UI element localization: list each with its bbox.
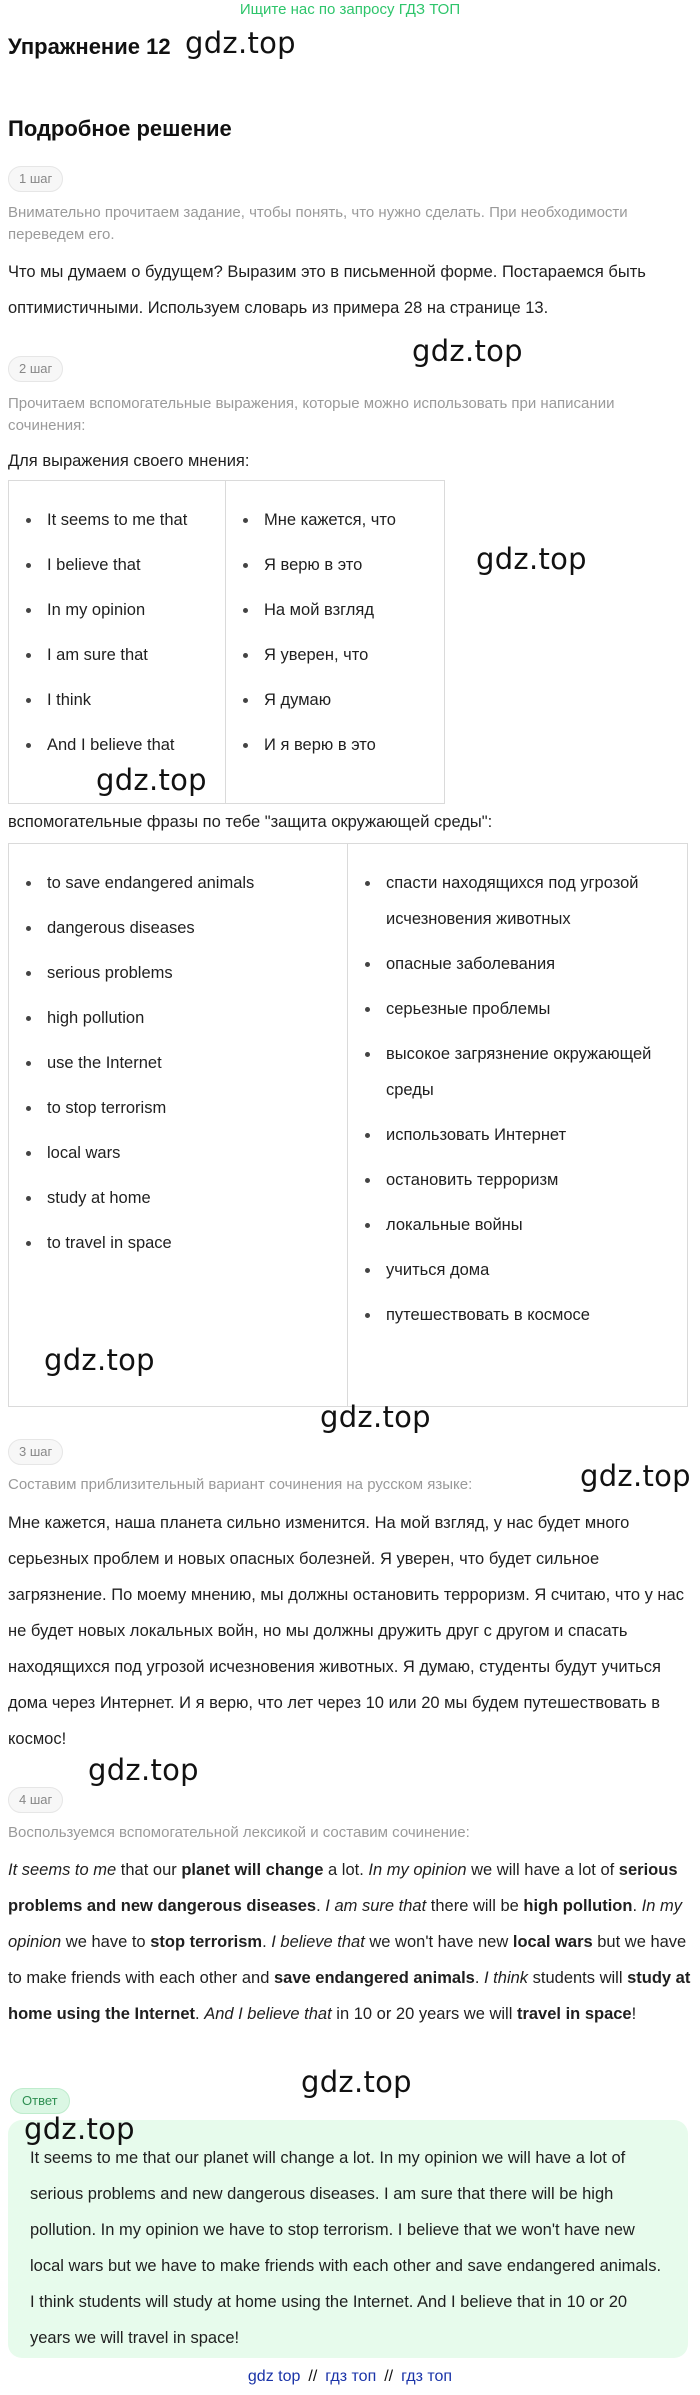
essay-segment: we have to xyxy=(61,1933,151,1951)
essay-segment: ! xyxy=(631,2005,637,2023)
opinion-en-column xyxy=(9,481,226,803)
step-3-hint: Составим приблизительный вариант сочинения на русском языке: xyxy=(8,1476,473,1493)
step-1-hint: Внимательно прочитаем задание, чтобы понять, что нужно сделать. При необходимости переведем его. xyxy=(8,204,628,243)
topic-phrase-ru: учиться дома xyxy=(362,1252,679,1288)
phrases-heading: вспомогательные фразы по тебе "защита окружающей среды": xyxy=(8,813,493,831)
watermark-6: gdz.top xyxy=(320,1400,431,1434)
opinion-phrase-en: In my opinion xyxy=(23,592,217,637)
topic-phrase-en: serious problems xyxy=(23,955,339,1000)
watermark-1: gdz.top xyxy=(185,26,296,60)
essay-segment: we won't have new xyxy=(364,1933,513,1951)
topic-phrase-ru: путешествовать в космосе xyxy=(362,1297,679,1333)
topic-phrase-en: use the Internet xyxy=(23,1045,339,1090)
opinion-phrase-en: I believe that xyxy=(23,547,217,592)
topic-phrase-ru: серьезные проблемы xyxy=(362,991,679,1027)
phrases-en-list xyxy=(23,865,339,1270)
step-4-hint: Воспользуемся вспомогательной лексикой и составим сочинение: xyxy=(8,1824,470,1841)
essay-segment: travel in space xyxy=(516,2005,632,2023)
essay-segment: In my opinion xyxy=(8,1897,682,1951)
topic-phrase-ru: высокое загрязнение окружающей среды xyxy=(362,1036,679,1108)
essay-segment: students will xyxy=(528,1969,628,1987)
step-4-essay xyxy=(8,1852,692,2032)
essay-segment: In my opinion xyxy=(368,1861,467,1879)
essay-segment: but we have to make friends with each other and xyxy=(8,1933,687,1987)
topic-phrase-en: to save endangered animals xyxy=(23,865,339,910)
step-3-text: Мне кажется, наша планета сильно изменится. На мой взгляд, у нас будет много серьезных проблем и новых опасных болезней. Я уверен, что будет сильное загрязнение. По моему мнению, мы должны остановить терроризм. Я считаю, что у нас не будет новых локальных войн, но мы должны дружить друг с другом и спасать находящихся под угрозой исчезновения животных. Я думаю, студенты будут учиться дома через Интернет. И я верю, что лет через 10 или 20 мы будем путешествовать в космос! xyxy=(8,1514,684,1748)
phrases-ru-column xyxy=(348,844,687,1406)
essay-segment: that our xyxy=(116,1861,182,1879)
topic-phrase-en: dangerous diseases xyxy=(23,910,339,955)
opinion-phrase-ru: На мой взгляд xyxy=(240,592,436,637)
essay-segment: in 10 or 20 years we will xyxy=(331,2005,517,2023)
essay-segment: a lot. xyxy=(323,1861,369,1879)
step-1-text: Что мы думаем о будущем? Выразим это в письменной форме. Постараемся быть оптимистичными. Используем словарь из примера 28 на странице 13. xyxy=(8,263,646,317)
essay-segment: I am sure that xyxy=(325,1897,427,1915)
watermark-5: gdz.top xyxy=(44,1343,155,1377)
section-title: Подробное решение xyxy=(8,116,232,141)
opinion-ru-list xyxy=(240,502,436,772)
footer-link-1[interactable]: gdz top xyxy=(247,2368,301,2385)
answer-badge: Ответ xyxy=(10,2088,70,2114)
footer-link-2[interactable]: гдз топ xyxy=(325,2368,377,2385)
essay-segment: save endangered animals xyxy=(273,1969,475,1987)
essay-segment: . xyxy=(632,1897,642,1915)
phrases-ru-list xyxy=(362,865,679,1333)
footer-links xyxy=(0,2368,700,2386)
essay-segment: And I believe that xyxy=(204,2005,332,2023)
phrases-en-column xyxy=(9,844,348,1406)
essay-segment: there will be xyxy=(426,1897,524,1915)
opinion-ru-column xyxy=(226,481,444,803)
essay-segment: planet will change xyxy=(181,1861,324,1879)
essay-segment: serious problems and new dangerous diseases xyxy=(8,1861,678,1915)
footer-link-3[interactable]: гдз топ xyxy=(401,2368,453,2385)
footer-separator: // xyxy=(308,2368,318,2385)
topic-phrase-ru: локальные войны xyxy=(362,1207,679,1243)
topic-phrase-en: to travel in space xyxy=(23,1225,339,1270)
opinion-table xyxy=(8,480,445,804)
essay-segment: . xyxy=(195,2005,205,2023)
essay-segment: It seems to me xyxy=(8,1861,117,1879)
phrases-table xyxy=(8,843,688,1407)
topic-phrase-en: to stop terrorism xyxy=(23,1090,339,1135)
watermark-10: gdz.top xyxy=(24,2112,135,2146)
topic-phrase-ru: остановить терроризм xyxy=(362,1162,679,1198)
watermark-4: gdz.top xyxy=(96,763,207,797)
essay-segment: we will have a lot of xyxy=(466,1861,619,1879)
watermark-8: gdz.top xyxy=(88,1753,199,1787)
topic-phrase-ru: спасти находящихся под угрозой исчезновения животных xyxy=(362,865,679,937)
opinion-phrase-ru: Я уверен, что xyxy=(240,637,436,682)
topic-phrase-en: study at home xyxy=(23,1180,339,1225)
opinion-phrase-ru: И я верю в это xyxy=(240,727,436,772)
essay-segment: . xyxy=(262,1933,272,1951)
watermark-7: gdz.top xyxy=(580,1459,691,1493)
opinion-phrase-en: It seems to me that xyxy=(23,502,217,547)
step-1-badge: 1 шаг xyxy=(8,166,63,192)
topic-phrase-en: high pollution xyxy=(23,1000,339,1045)
step-3-badge: 3 шаг xyxy=(8,1439,63,1465)
opinion-phrase-en: I am sure that xyxy=(23,637,217,682)
opinion-en-list xyxy=(23,502,217,772)
topic-phrase-ru: опасные заболевания xyxy=(362,946,679,982)
watermark-9: gdz.top xyxy=(301,2065,412,2099)
watermark-3: gdz.top xyxy=(476,542,587,576)
opinion-phrase-ru: Я думаю xyxy=(240,682,436,727)
opinion-phrase-en: And I believe that xyxy=(23,727,217,772)
search-hint-banner: Ищите нас по запросу ГДЗ ТОП xyxy=(239,1,461,18)
topic-phrase-ru: использовать Интернет xyxy=(362,1117,679,1153)
opinion-phrase-ru: Я верю в это xyxy=(240,547,436,592)
watermark-2: gdz.top xyxy=(412,334,523,368)
essay-segment: . xyxy=(474,1969,485,1987)
essay-segment: stop terrorism xyxy=(150,1933,263,1951)
opinion-heading: Для выражения своего мнения: xyxy=(8,452,250,470)
step-4-badge: 4 шаг xyxy=(8,1787,63,1813)
essay-segment: local wars xyxy=(512,1933,593,1951)
answer-box: It seems to me that our planet will change a lot. In my opinion we will have a lot of serious problems and new dangerous diseases. I am sure that there will be high pollution. In my opinion we have to stop terrorism. I believe that we won't have new local wars but we have to make friends with each other and save endangered animals. I think students will study at home using the Internet. And I believe that in 10 or 20 years we will travel in space! xyxy=(8,2120,688,2358)
exercise-title: Упражнение 12 xyxy=(8,34,171,59)
essay-segment: study at home using the Internet xyxy=(8,1969,691,2023)
footer-separator: // xyxy=(384,2368,394,2385)
essay-segment: I believe that xyxy=(271,1933,365,1951)
opinion-phrase-en: I think xyxy=(23,682,217,727)
topic-phrase-en: local wars xyxy=(23,1135,339,1180)
essay-segment: high pollution xyxy=(523,1897,633,1915)
essay-segment: . xyxy=(316,1897,326,1915)
step-2-badge: 2 шаг xyxy=(8,356,63,382)
essay-segment: I think xyxy=(484,1969,529,1987)
opinion-phrase-ru: Мне кажется, что xyxy=(240,502,436,547)
step-2-hint: Прочитаем вспомогательные выражения, которые можно использовать при написании сочинения: xyxy=(8,395,615,434)
